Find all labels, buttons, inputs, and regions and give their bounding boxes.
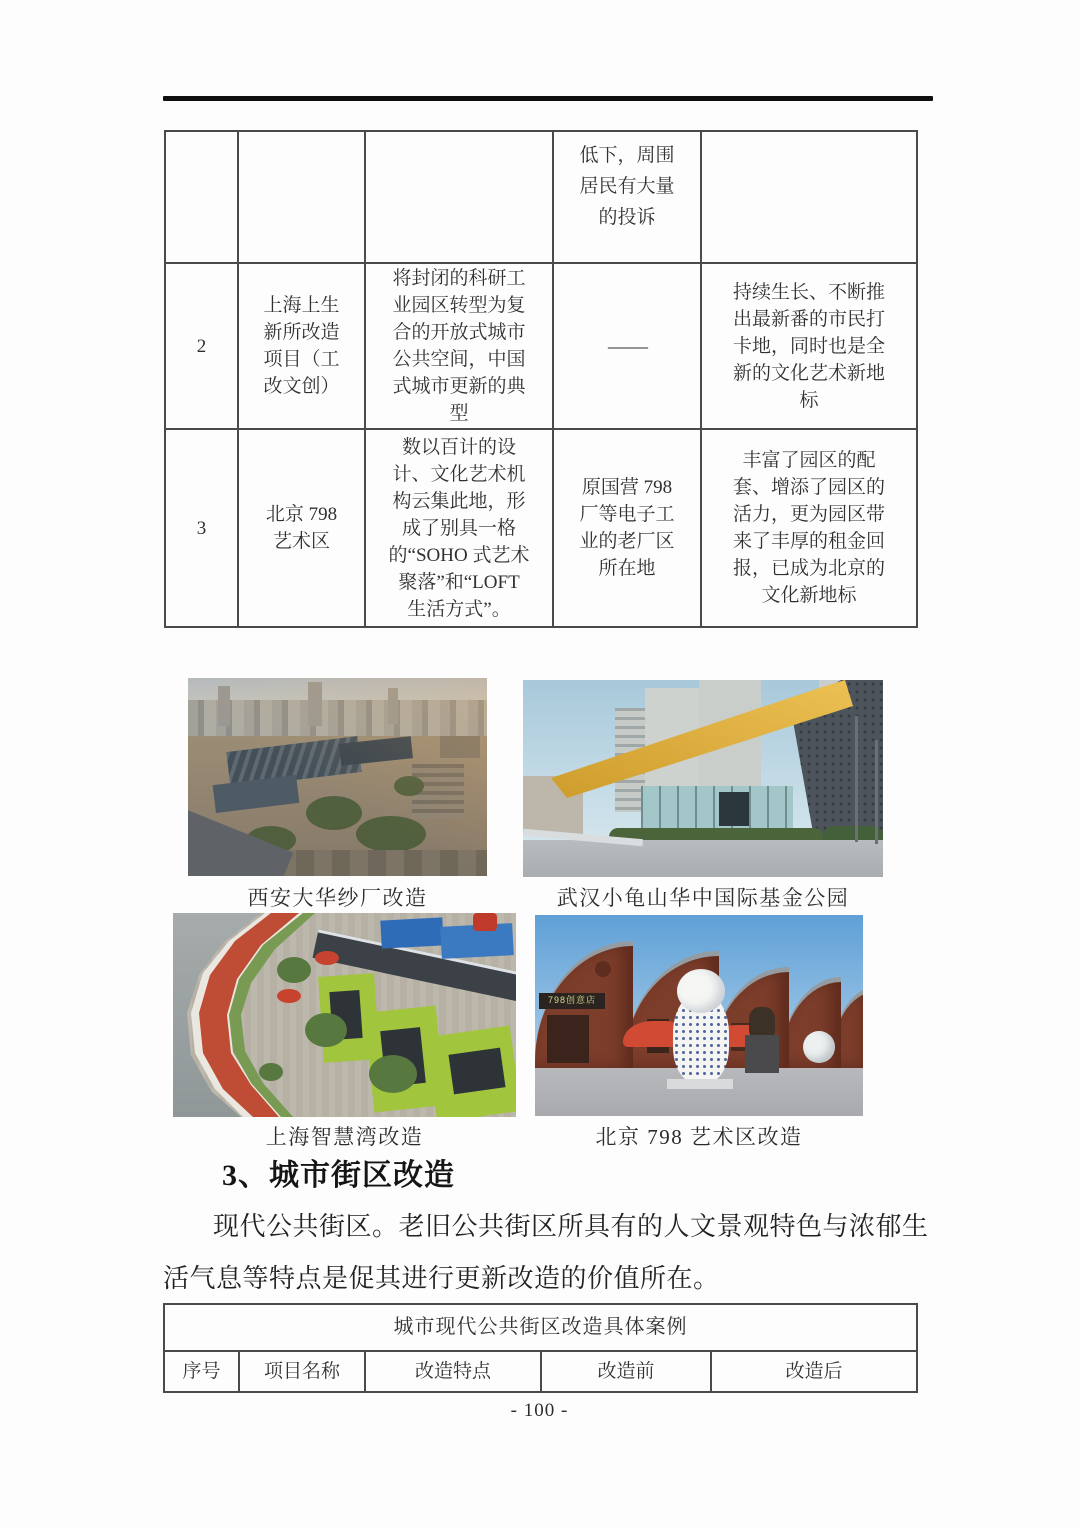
sculpture-plinth xyxy=(745,1035,779,1073)
cell-feature xyxy=(365,131,553,263)
photo-wuhan-turtle-hill-park xyxy=(523,680,883,877)
shop-sign: 798创意店 xyxy=(539,993,605,1009)
tree-blob xyxy=(305,1013,347,1047)
cell-project-name xyxy=(238,131,365,263)
figure-base xyxy=(667,1079,733,1089)
photo-beijing-798 xyxy=(535,915,863,1116)
tree-blob xyxy=(259,1063,283,1081)
table-row-3 xyxy=(165,429,917,627)
tree-blob xyxy=(277,957,311,983)
porcelain-figure-head xyxy=(677,969,725,1013)
header-rule xyxy=(163,96,933,101)
photo-caption: 上海智慧湾改造 xyxy=(265,1125,424,1149)
table-title: 城市现代公共街区改造具体案例 xyxy=(164,1304,917,1351)
warm-light-overlay xyxy=(188,678,487,876)
red-box xyxy=(473,913,497,931)
column-header-feature: 改造特点 xyxy=(365,1351,541,1392)
red-umbrella xyxy=(315,951,339,965)
photo-shanghai-wisdom-bay xyxy=(173,913,516,1117)
table-header-row xyxy=(164,1351,917,1392)
photo-caption: 北京 798 艺术区改造 xyxy=(595,1125,803,1149)
red-umbrella xyxy=(277,989,301,1003)
tree-blob xyxy=(369,1055,417,1093)
cell-seq: 3 xyxy=(165,429,238,627)
entry xyxy=(719,792,749,826)
table-title-row xyxy=(164,1304,917,1351)
cell-project-name: 北京 798 艺术区 xyxy=(238,429,365,627)
cell-after: 持续生长、不断推出最新番的市民打卡地，同时也是全新的文化艺术新地标 xyxy=(701,263,917,429)
white-ball-sculpture xyxy=(803,1031,835,1063)
doorway xyxy=(547,1015,589,1063)
photo-caption: 西安大华纱厂改造 xyxy=(247,886,428,910)
glass-facade xyxy=(641,786,793,828)
street-renovation-case-table xyxy=(163,1303,918,1393)
body-paragraph-line: 活气息等特点是促其进行更新改造的价值所在。 xyxy=(163,1264,720,1293)
page-number: - 100 - xyxy=(510,1400,569,1421)
cell-after: 丰富了园区的配套、增添了园区的活力，更为园区带来了丰厚的租金回报，已成为北京的文化新地标 xyxy=(701,429,917,627)
blue-container xyxy=(380,917,443,948)
round-window xyxy=(595,961,611,977)
cell-before: 原国营 798 厂等电子工业的老厂区所在地 xyxy=(553,429,701,627)
column-header-seq: 序号 xyxy=(164,1351,239,1392)
column-header-before: 改造前 xyxy=(541,1351,711,1392)
column-header-project: 项目名称 xyxy=(239,1351,365,1392)
column-header-after: 改造后 xyxy=(711,1351,917,1392)
cell-after xyxy=(701,131,917,263)
industrial-renewal-case-table xyxy=(164,130,918,628)
cell-seq: 2 xyxy=(165,263,238,429)
cell-before: —— xyxy=(553,263,701,429)
photo-xian-dahua-mill xyxy=(188,678,487,876)
photo-caption: 武汉小龟山华中国际基金公园 xyxy=(556,886,850,910)
body-paragraph-line: 现代公共街区。老旧公共街区所具有的人文景观特色与浓郁生 xyxy=(213,1212,929,1241)
section-heading: 3、城市街区改造 xyxy=(222,1159,455,1192)
cell-feature: 将封闭的科研工业园区转型为复合的开放式城市公共空间，中国式城市更新的典型 xyxy=(365,263,553,429)
table-row-2 xyxy=(165,263,917,429)
table-row-continuation xyxy=(165,131,917,263)
pole xyxy=(855,716,858,842)
road xyxy=(523,840,883,877)
cell-seq xyxy=(165,131,238,263)
cell-project-name: 上海上生新所改造项目（工改文创） xyxy=(238,263,365,429)
pole xyxy=(875,740,878,844)
cell-feature: 数以百计的设计、文化艺术机构云集此地，形成了别具一格的“SOHO 式艺术聚落”和“LOFT 生活方式”。 xyxy=(365,429,553,627)
bronze-sculpture xyxy=(749,1007,775,1037)
cell-before: 低下，周围居民有大量的投诉 xyxy=(553,131,701,263)
